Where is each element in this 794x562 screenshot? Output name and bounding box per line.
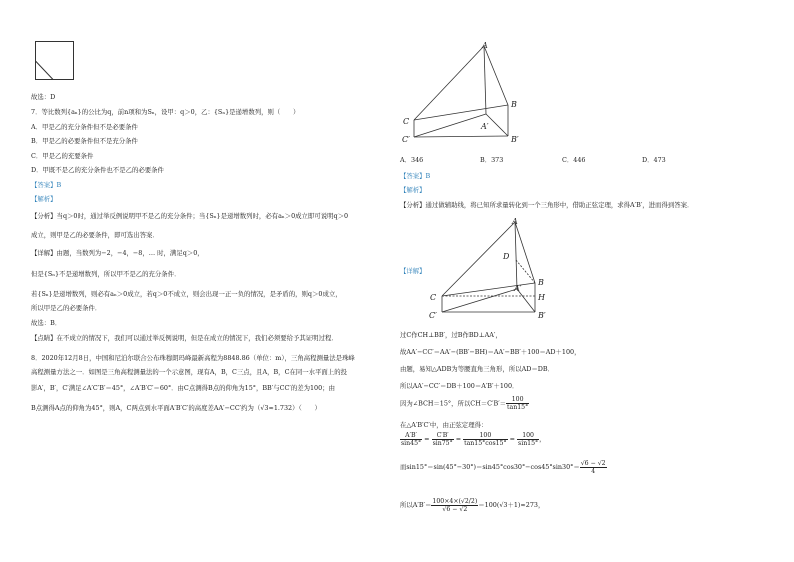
step-8-text: 而sin15°＝sin(45°−30°)＝sin45°cos30°−cos45°sin30°＝ <box>400 463 580 471</box>
q7-stem: 7．等比数列{aₙ}的公比为q，前n项和为Sₙ，设甲：q＞0，乙：{Sₙ}是递增数列，则（ ） <box>31 108 300 116</box>
step-9-text: 所以A′B′＝ <box>400 501 432 509</box>
q7-dianjing: 【点睛】在不成立的情况下，我们可以通过举反例说明，但是在成立的情况下，我们必须要给予其证明过程． <box>31 334 338 342</box>
step-6: 在△A′B′C′中，由正弦定理得： <box>400 421 488 429</box>
answer-tag: 【答案】B <box>400 172 431 180</box>
fig1-label-a: A <box>482 41 488 50</box>
square-diagram <box>35 41 75 81</box>
q8-line-1: 8．2020年12月8日，中国和尼泊尔联合公布珠穆朗玛峰最新高程为8848.86（单位：m），三角高程测量法是珠峰 <box>31 354 355 362</box>
fig2-label-b: B <box>538 278 544 287</box>
step-9-fraction: $\frac{100\times 4\times(√2/2)}{√6 - √2}$ <box>432 497 478 513</box>
q7-analysis-tag: 【解析】 <box>31 195 57 203</box>
step-9-result: ＝100(√3＋1)≈273， <box>478 501 545 509</box>
option-b: B．373 <box>480 156 504 164</box>
step-4: 所以AA′−CC′＝DB＋100＝A′B′＋100． <box>400 382 519 390</box>
step-3: 由题，易知△ADB为等腰直角三角形，所以AD＝DB． <box>400 365 554 373</box>
q7-xiangjie-3: 若{Sₙ}是递增数列，则必有aₙ＞0成立，若q＞0不成立，则会出现一正一负的情况，是矛盾的，则q＞0成立， <box>31 290 342 298</box>
q7-xiangjie-4: 所以甲是乙的必要条件． <box>31 304 102 312</box>
prev-answer: 故选：D <box>31 93 56 101</box>
xiangjie-tag: 【详解】 <box>400 267 426 275</box>
fig1-label-b: B <box>511 100 517 109</box>
fig1-label-c-prime: C′ <box>402 135 410 144</box>
step-9 <box>400 493 544 517</box>
option-c: C．446 <box>562 156 586 164</box>
q7-xiangjie-2: 但是{Sₙ}不是递增数列，所以甲不是乙的充分条件． <box>31 270 181 278</box>
fig2-label-c: C <box>430 293 437 302</box>
step-2: 故AA′−CC′＝AA′−(BB′−BH)＝AA′−BB′＋100＝AD＋100， <box>400 348 581 356</box>
fig2-label-h: H <box>538 293 545 302</box>
step-5-fraction: $\frac{100}{\tan 15^\circ}$ <box>507 396 529 411</box>
fig2-label-a: A <box>512 217 518 226</box>
q8-line-4: B点测得A点的仰角为45°，则A，C两点到水平面A′B′C′的高度差AA′−CC′约为（√3≈1.732）（ ） <box>31 404 321 412</box>
fenxi: 【分析】通过做辅助线，将已知所求量转化到一个三角形中，借助正弦定理，求得A′B′，进而得到答案． <box>400 201 694 209</box>
figure-1-prism <box>400 40 520 148</box>
step-5-text: 因为∠BCH＝15°，所以CH＝C′B′＝ <box>400 399 507 408</box>
q7-option-a: A．甲是乙的充分条件但不是必要条件 <box>31 123 138 131</box>
fig1-label-a-prime: A′ <box>481 122 489 131</box>
fig2-label-c-prime: C′ <box>429 311 437 320</box>
step-8 <box>400 459 607 475</box>
q7-option-d: D．甲既不是乙的充分条件也不是乙的必要条件 <box>31 166 164 174</box>
fig2-label-a-prime: A′ <box>514 284 522 293</box>
q7-fenxi: 【分析】当q＞0时，通过举反例说明甲不是乙的充分条件；当{Sₙ}是递增数列时，必有aₙ＞0成立即可说明q＞0 <box>31 212 349 220</box>
option-a: A．346 <box>400 156 424 164</box>
q7-choose: 故选：B． <box>31 319 62 327</box>
step-1: 过C作CH⊥BB′，过B作BD⊥AA′， <box>400 331 502 339</box>
q7-xiangjie: 【详解】由题，当数列为−2，−4，−8，… 时，满足q＞0， <box>31 249 204 257</box>
q7-option-b: B．甲是乙的必要条件但不是充分条件 <box>31 137 138 145</box>
fig1-label-b-prime: B′ <box>511 135 519 144</box>
option-d: D．473 <box>642 156 666 164</box>
step-5 <box>400 396 529 411</box>
fig2-label-b-prime: B′ <box>538 311 546 320</box>
fig2-label-d: D <box>503 252 510 261</box>
q7-fenxi-2: 成立，则甲是乙的必要条件，即可选出答案． <box>31 231 159 239</box>
fig1-label-c: C <box>403 117 410 126</box>
q7-option-c: C．甲是乙的充要条件 <box>31 152 94 160</box>
q7-answer-tag: 【答案】B <box>31 181 62 189</box>
step-8-fraction: $\frac{√6 - √2}{4}$ <box>580 459 606 475</box>
step-7-sine-law: $\frac{A'B'}{\sin 45^\circ}$ = $\frac{C'B'}{\sin 75^\circ}$ = $\frac{100}{\tan 15^\circ\cos 15^\circ}$ = $\frac{100}{\sin 15^\circ}$ ， <box>401 431 546 447</box>
analysis-tag: 【解析】 <box>400 186 426 194</box>
q8-line-2: 高程测量方法之一．如图是三角高程测量法的一个示意图，现有A，B，C三点，且A，B，C在同一水平面上的投 <box>31 368 347 376</box>
q8-line-3: 影A′，B′，C′满足∠A′C′B′＝45°，∠A′B′C′＝60°．由C点测得B点的仰角为15°，BB′与CC′的差为100；由 <box>31 384 335 392</box>
